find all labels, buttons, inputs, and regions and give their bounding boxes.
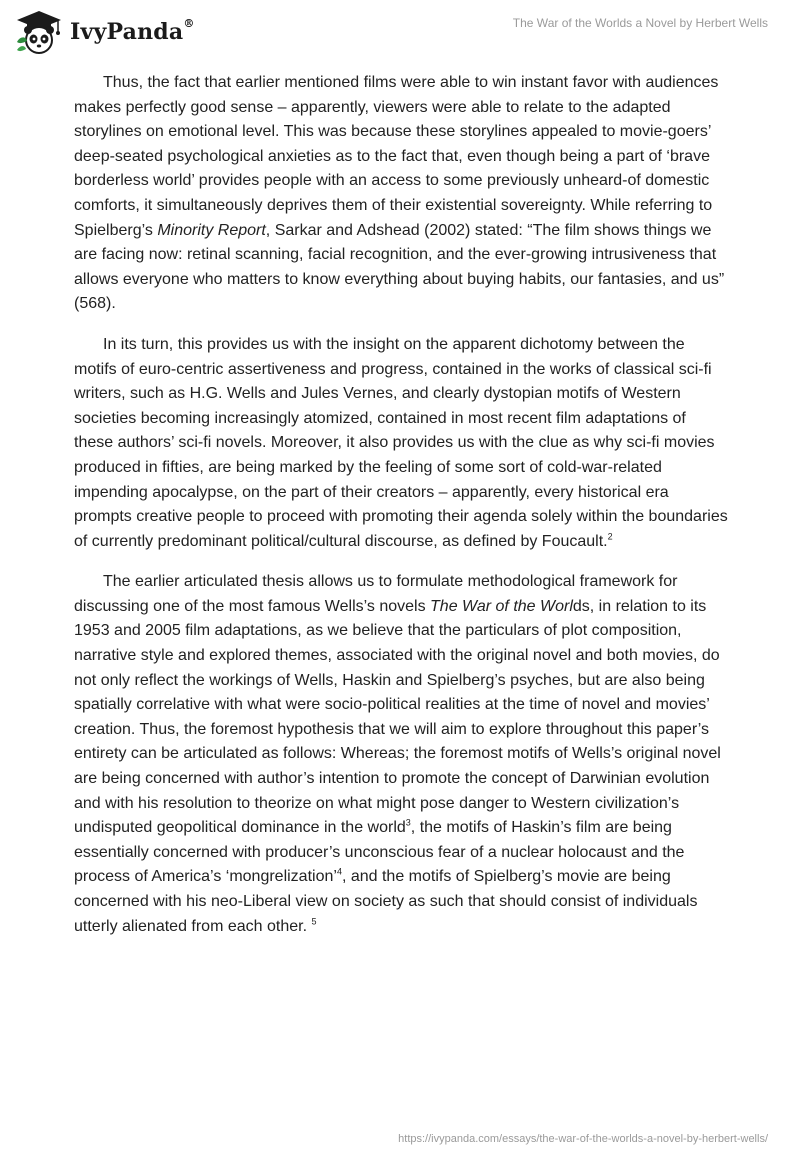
novel-title-war-of-the-worlds: The War of the Worl (430, 597, 573, 615)
panda-graduate-icon (14, 8, 64, 56)
paragraph-3: The earlier articulated thesis allows us to formulate methodological framework for discussing one of the most famous Wells’s novels The War of the Worlds, in relation to its 1953 and 2005 film adaptations, as we believe that the particulars of plot composition, narrative style and explored themes, associated with the original novel and both movies, do not only reflect the workings of Wells, Haskin and Spielberg’s psyches, but are also being spatially correlative with what were socio-political realities at the time of novel and movies’ creation. Thus, the foremost hypothesis that we will aim to explore throughout this paper’s entirety can be articulated as follows: Whereas; the foremost motifs of Wells’s original novel are being concerned with author’s intention to promote the concept of Darwinian evolution and with his resolution to theorize on what might pose danger to Western civilization’s undisputed geopolitical dominance in the world$^3$, the motifs of Haskin’s film are being essentially concerned with producer’s unconscious fear of a nuclear holocaust and the process of America’s ‘mongrelization’$^4$, and the motifs of Spielberg’s movie are being concerned with his neo-Liberal view on society as such that should consist of individuals utterly alienated from each other. $^5$ (74, 573, 721, 935)
ivypanda-logo[interactable] (14, 8, 195, 56)
film-title-minority-report: Minority Report (157, 221, 266, 239)
paragraph-1: Thus, the fact that earlier mentioned films were able to win instant favor with audiences makes perfectly good sense – apparently, viewers were able to relate to the adapted storylines on emotional level. This was because these storylines appealed to movie-goers’ deep-seated psychological anxieties as to the fact that, even though being a part of ‘brave borderless world’ provides people with an access to some previously unheard-of domestic comforts, it simultaneously deprives them of their existential sovereignty. While referring to Spielberg’s Minority Report, Sarkar and Adshead (2002) stated: “The film shows things we are facing now: retinal scanning, facial recognition, and the ever-growing intrusiveness that allows everyone who matters to know everything about buying habits, our fantasies, and us” (568). (74, 74, 725, 313)
document-title: The War of the Worlds a Novel by Herbert Wells (512, 16, 768, 30)
essay-body (74, 71, 728, 955)
footnote-ref-2: 2 (607, 531, 613, 542)
footnote-ref-5: 5 (311, 916, 317, 927)
source-url[interactable]: https://ivypanda.com/essays/the-war-of-the-worlds-a-novel-by-herbert-wells/ (398, 1133, 768, 1145)
brand-name: IvyPanda® (70, 17, 195, 45)
footnote-ref-4: 4 (336, 867, 342, 878)
footnote-ref-3: 3 (405, 817, 411, 828)
paragraph-2: In its turn, this provides us with the insight on the apparent dichotomy between the motifs of euro-centric assertiveness and progress, contained in the works of classical sci-fi writers, such as H.G. Wells and Jules Vernes, and clearly dystopian motifs of Western societies becoming increasingly atomized, contained in most recent film adaptations of these authors’ sci-fi novels. Moreover, it also provides us with the clue as why sci-fi movies produced in fifties, are being marked by the feeling of some sort of cold-war-related impending apocalypse, on the part of their creators – apparently, every historical era prompts creative people to proceed with promoting their agenda solely within the boundaries of currently predominant political/cultural discourse, as defined by Foucault.$^2$ (74, 335, 728, 550)
page-header (0, 0, 800, 70)
